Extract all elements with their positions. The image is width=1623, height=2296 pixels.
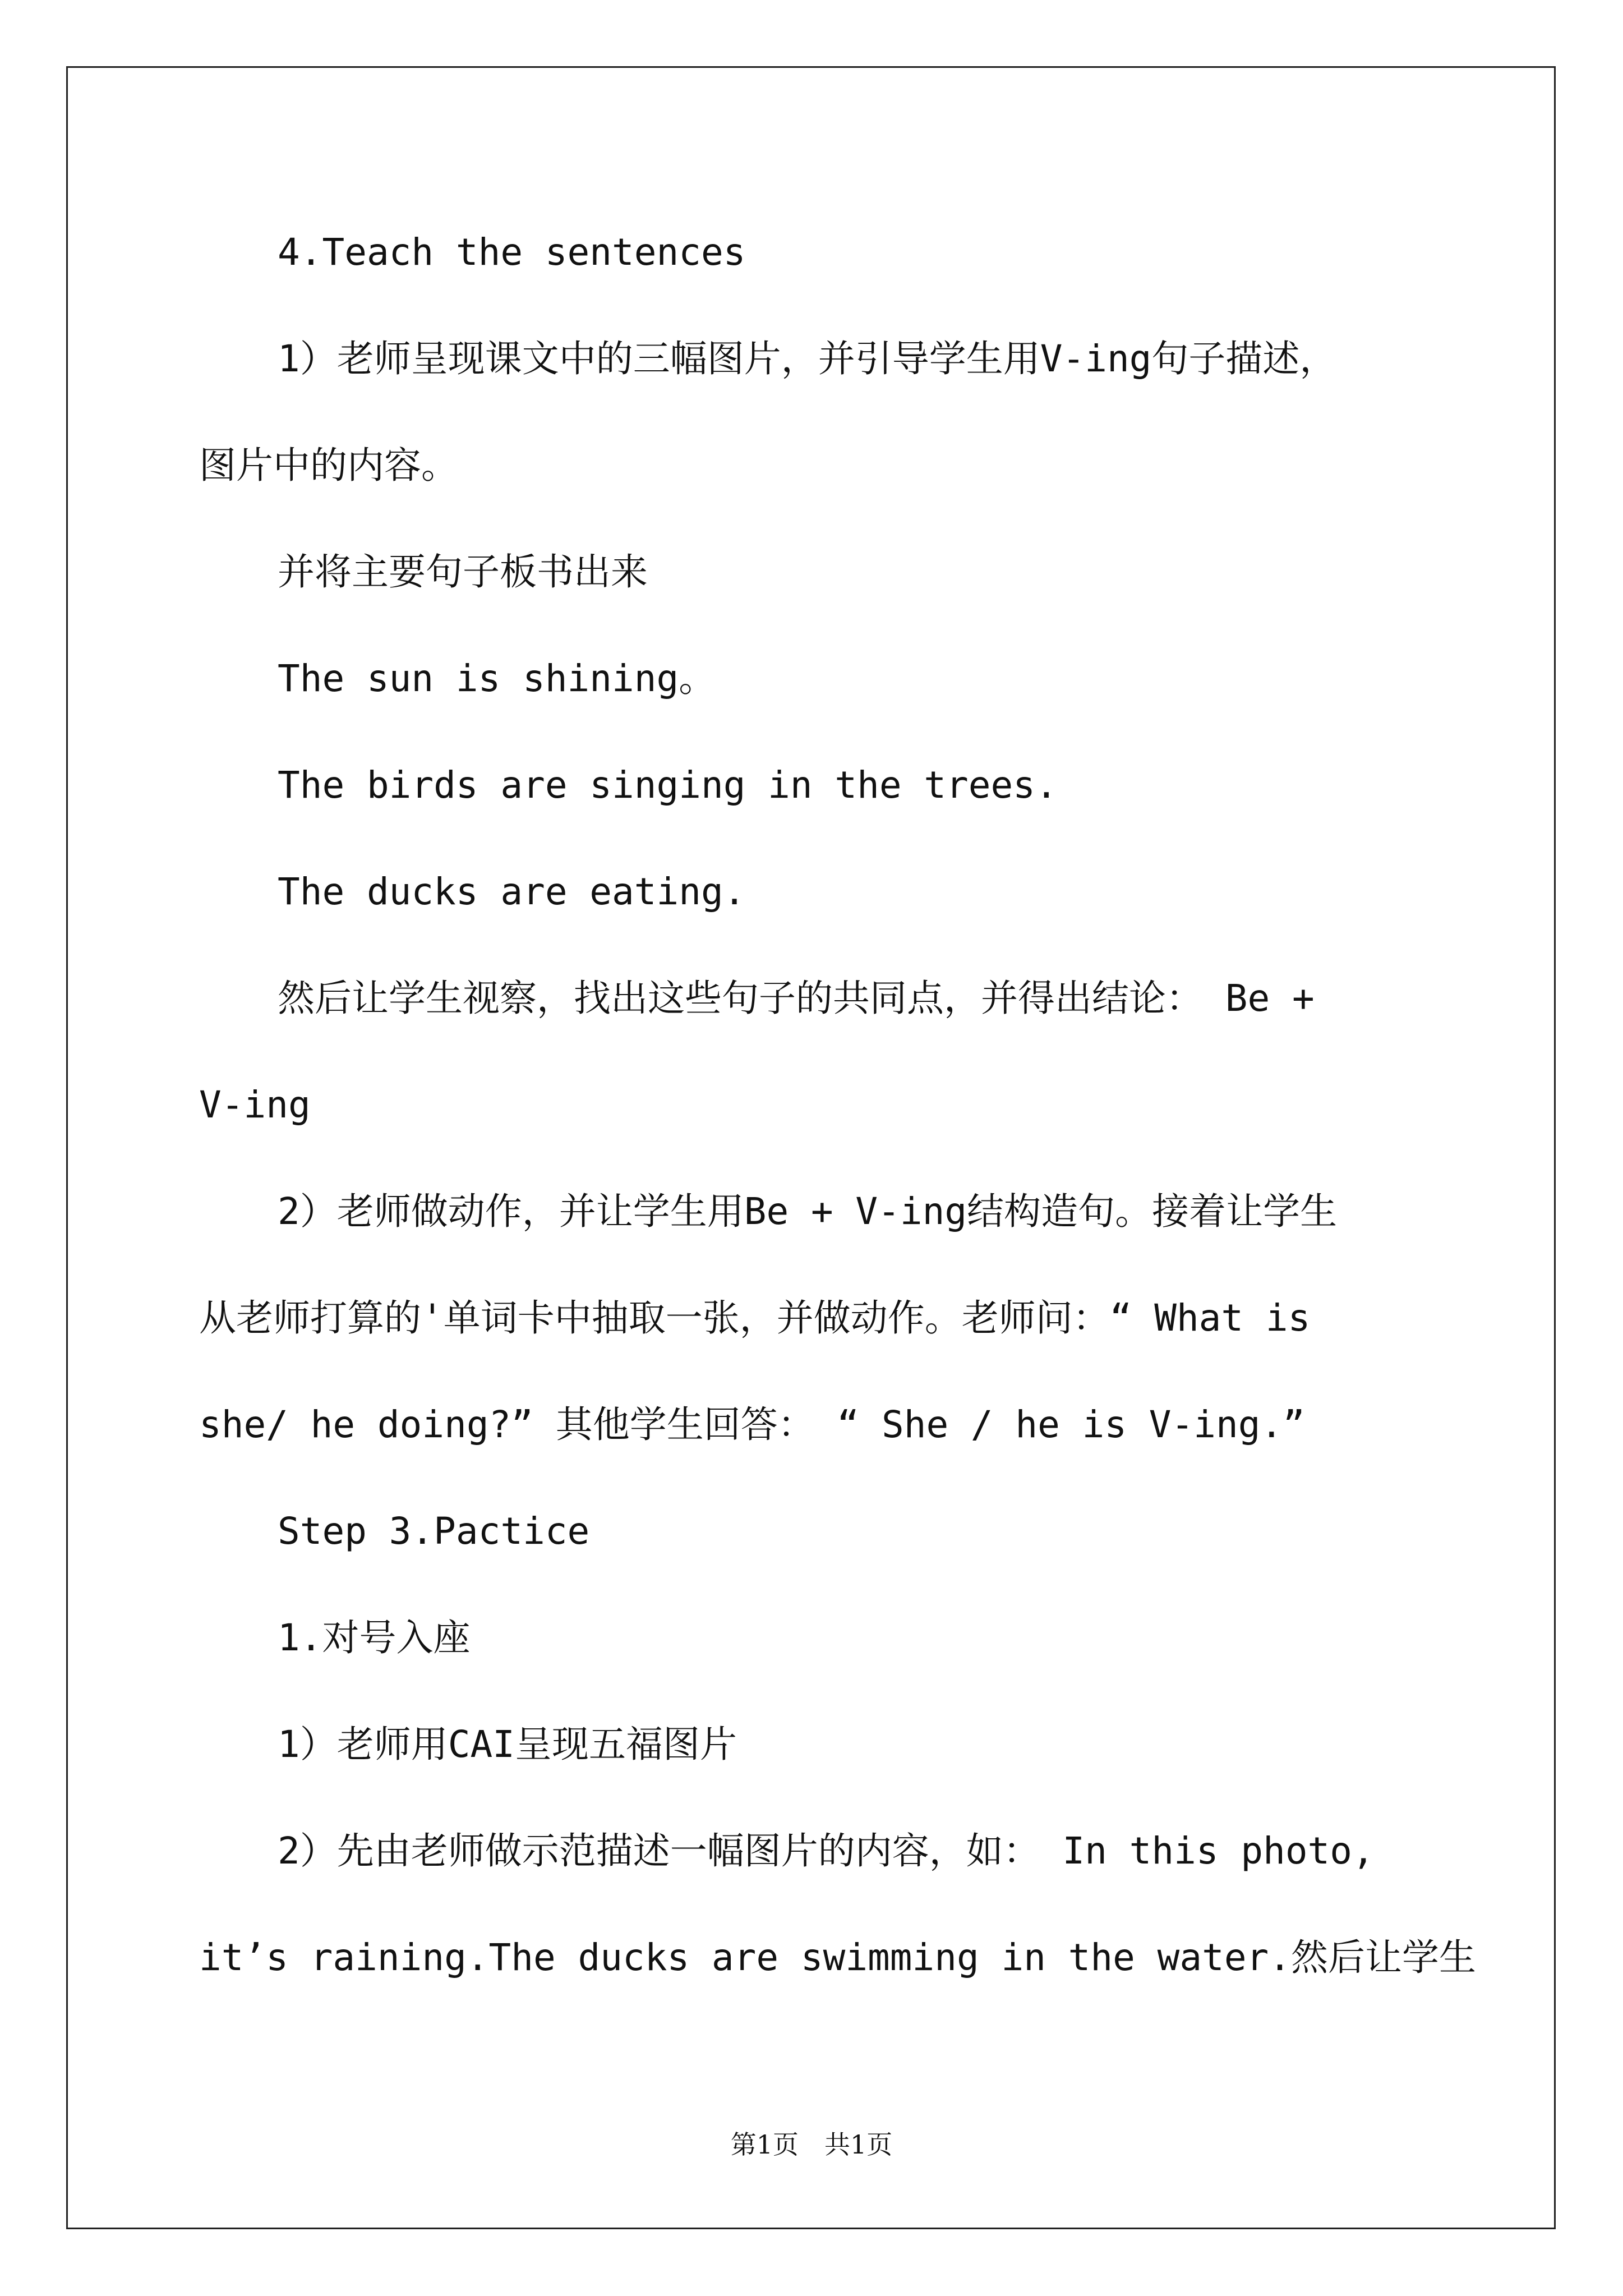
paragraph-line: 图片中的内容。 <box>199 444 458 487</box>
paragraph-line: it’s raining.The ducks are swimming in the water.然后让学生 <box>199 1936 1477 1979</box>
paragraph-line: 2）老师做动作，并让学生用Be + V-ing结构造句。接着让学生 <box>278 1190 1338 1233</box>
paragraph-line: Step 3.Pactice <box>278 1510 590 1553</box>
paragraph-line: 然后让学生视察，找出这些句子的共同点，并得出结论： Be + <box>278 977 1315 1020</box>
paragraph-line: V-ing <box>199 1083 311 1126</box>
paragraph-line: she/ he doing?” 其他学生回答： “ She / he is V-ing.” <box>199 1403 1305 1446</box>
paragraph-line: The birds are singing in the trees. <box>278 763 1058 807</box>
paragraph-line: The sun is shining。 <box>278 657 716 700</box>
paragraph-line: The ducks are eating. <box>278 870 746 913</box>
paragraph-line: 从老师打算的'单词卡中抽取一张，并做动作。老师问：“ What is <box>199 1296 1311 1340</box>
paragraph-line: 1）老师用CAI呈现五福图片 <box>278 1723 737 1766</box>
paragraph-line: 并将主要句子板书出来 <box>278 550 648 593</box>
paragraph-line: 4.Teach the sentences <box>278 231 746 274</box>
paragraph-line: 1.对号入座 <box>278 1616 471 1659</box>
page-border <box>66 66 1556 2229</box>
page-footer: 第1页 共1页 <box>730 2129 893 2160</box>
paragraph-line: 1）老师呈现课文中的三幅图片，并引导学生用V-ing句子描述， <box>278 337 1337 380</box>
paragraph-line: 2）先由老师做示范描述一幅图片的内容，如： In this photo, <box>278 1829 1375 1872</box>
